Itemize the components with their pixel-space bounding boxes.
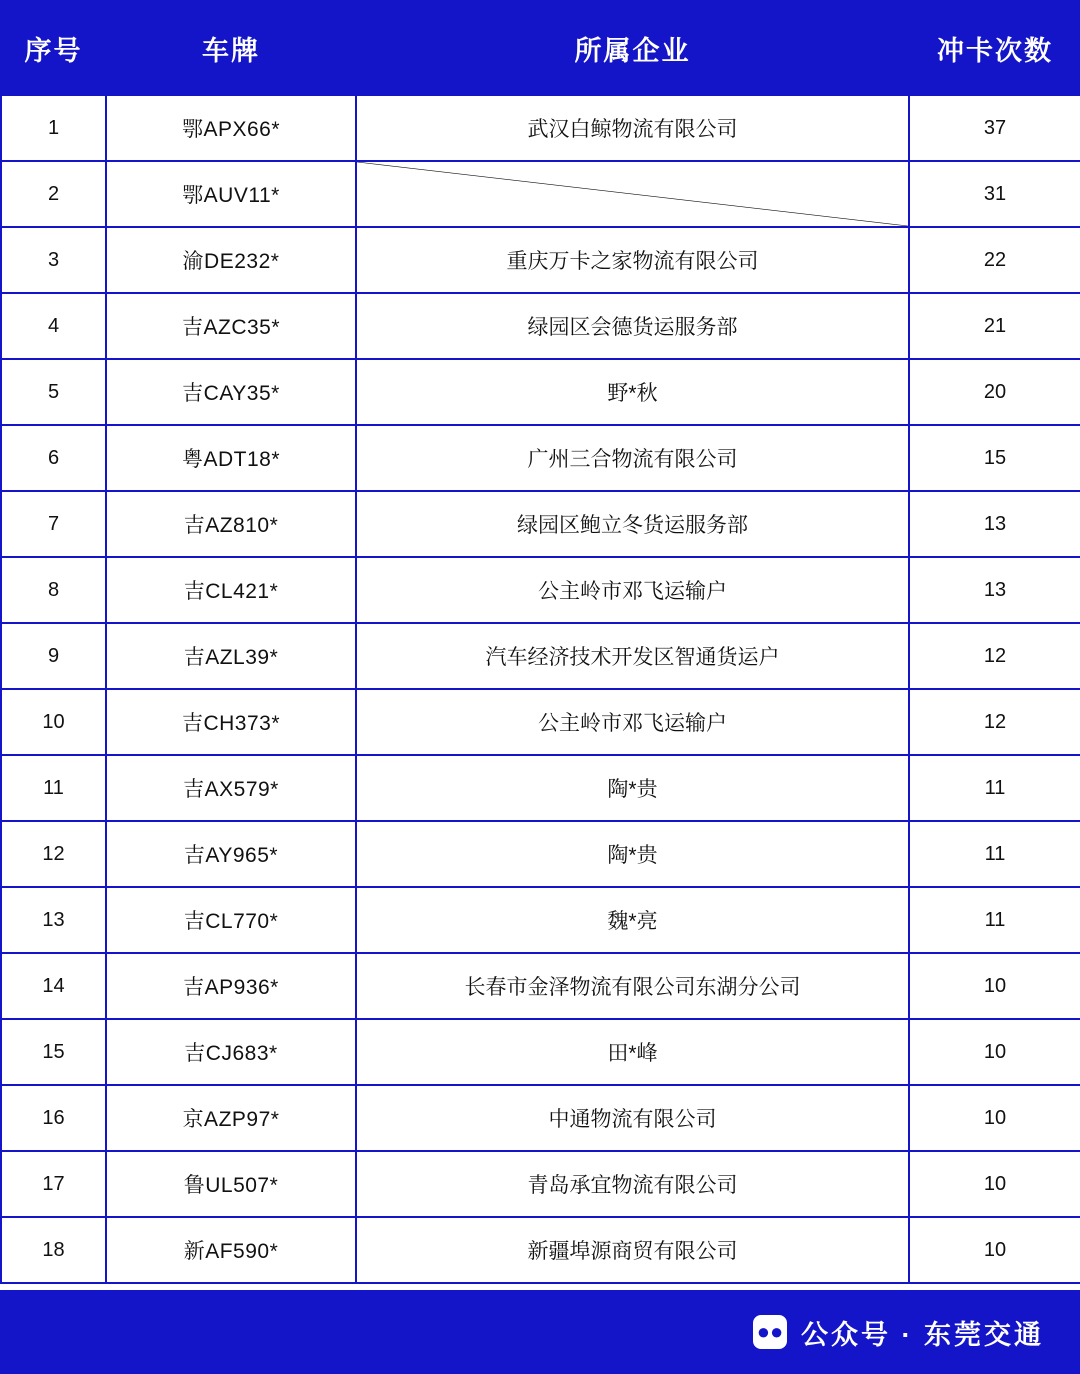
cell-index: 13 [1, 887, 106, 953]
footer-inner [753, 1313, 1044, 1352]
cell-company: 广州三合物流有限公司 [356, 425, 909, 491]
cell-plate: 新AF590* [106, 1217, 356, 1283]
cell-company: 陶*贵 [356, 755, 909, 821]
cell-plate: 鄂APX66* [106, 95, 356, 161]
cell-company: 青岛承宜物流有限公司 [356, 1151, 909, 1217]
cell-plate: 吉AZ810* [106, 491, 356, 557]
cell-plate: 吉AZL39* [106, 623, 356, 689]
cell-count: 10 [909, 1217, 1080, 1283]
table-header [1, 1, 1080, 95]
cell-index: 9 [1, 623, 106, 689]
column-header-plate: 车牌 [106, 1, 356, 95]
cell-index: 18 [1, 1217, 106, 1283]
table-row [1, 1085, 1080, 1151]
cell-company: 陶*贵 [356, 821, 909, 887]
table-row [1, 491, 1080, 557]
cell-index: 1 [1, 95, 106, 161]
cell-plate: 渝DE232* [106, 227, 356, 293]
cell-plate: 吉CL421* [106, 557, 356, 623]
cell-index: 15 [1, 1019, 106, 1085]
cell-company: 新疆埠源商贸有限公司 [356, 1217, 909, 1283]
table-row [1, 755, 1080, 821]
cell-count: 11 [909, 887, 1080, 953]
cell-plate: 吉AY965* [106, 821, 356, 887]
column-header-index: 序号 [1, 1, 106, 95]
wechat-icon: ●● [753, 1315, 787, 1349]
cell-count: 12 [909, 689, 1080, 755]
cell-index: 7 [1, 491, 106, 557]
cell-count: 12 [909, 623, 1080, 689]
cell-company: 长春市金泽物流有限公司东湖分公司 [356, 953, 909, 1019]
cell-plate: 吉AZC35* [106, 293, 356, 359]
footer-bar [0, 1290, 1080, 1374]
cell-company: 野*秋 [356, 359, 909, 425]
cell-count: 15 [909, 425, 1080, 491]
cell-count: 13 [909, 557, 1080, 623]
table-row [1, 359, 1080, 425]
cell-company: 中通物流有限公司 [356, 1085, 909, 1151]
cell-plate: 吉AP936* [106, 953, 356, 1019]
cell-company: 武汉白鲸物流有限公司 [356, 95, 909, 161]
cell-index: 3 [1, 227, 106, 293]
column-header-count: 冲卡次数 [909, 1, 1080, 95]
cell-count: 37 [909, 95, 1080, 161]
cell-count: 20 [909, 359, 1080, 425]
cell-plate: 京AZP97* [106, 1085, 356, 1151]
cell-count: 10 [909, 1151, 1080, 1217]
cell-index: 14 [1, 953, 106, 1019]
cell-index: 17 [1, 1151, 106, 1217]
table-row [1, 1151, 1080, 1217]
table-row [1, 953, 1080, 1019]
cell-plate: 吉CL770* [106, 887, 356, 953]
cell-company: 汽车经济技术开发区智通货运户 [356, 623, 909, 689]
cell-count: 11 [909, 755, 1080, 821]
table-row [1, 1019, 1080, 1085]
cell-count: 31 [909, 161, 1080, 227]
cell-company: 田*峰 [356, 1019, 909, 1085]
table-row [1, 227, 1080, 293]
cell-count: 13 [909, 491, 1080, 557]
table-row [1, 557, 1080, 623]
cell-index: 12 [1, 821, 106, 887]
table-row [1, 161, 1080, 227]
cell-company: 公主岭市邓飞运输户 [356, 689, 909, 755]
cell-index: 11 [1, 755, 106, 821]
table-row [1, 887, 1080, 953]
cell-company: 重庆万卡之家物流有限公司 [356, 227, 909, 293]
cell-count: 21 [909, 293, 1080, 359]
column-header-company: 所属企业 [356, 1, 909, 95]
cell-index: 4 [1, 293, 106, 359]
cell-company: 魏*亮 [356, 887, 909, 953]
cell-company: 公主岭市邓飞运输户 [356, 557, 909, 623]
cell-count: 10 [909, 1085, 1080, 1151]
cell-count: 10 [909, 1019, 1080, 1085]
table-row [1, 293, 1080, 359]
cell-company: 绿园区会德货运服务部 [356, 293, 909, 359]
cell-plate: 吉CAY35* [106, 359, 356, 425]
cell-plate: 粤ADT18* [106, 425, 356, 491]
table-row [1, 95, 1080, 161]
cell-index: 2 [1, 161, 106, 227]
footer-account-label: 公众号 · 东莞交通 [801, 1319, 1044, 1350]
cell-index: 5 [1, 359, 106, 425]
cell-plate: 鲁UL507* [106, 1151, 356, 1217]
cell-count: 10 [909, 953, 1080, 1019]
cell-plate: 鄂AUV11* [106, 161, 356, 227]
table-row [1, 623, 1080, 689]
table-row [1, 689, 1080, 755]
cell-index: 10 [1, 689, 106, 755]
cell-company-struck [356, 161, 909, 227]
table-row [1, 425, 1080, 491]
cell-index: 6 [1, 425, 106, 491]
cell-plate: 吉AX579* [106, 755, 356, 821]
cell-count: 22 [909, 227, 1080, 293]
cell-index: 8 [1, 557, 106, 623]
table-row [1, 821, 1080, 887]
table-row [1, 1217, 1080, 1283]
cell-index: 16 [1, 1085, 106, 1151]
cell-count: 11 [909, 821, 1080, 887]
cell-company: 绿园区鲍立冬货运服务部 [356, 491, 909, 557]
table-header-row [1, 1, 1080, 95]
cell-plate: 吉CJ683* [106, 1019, 356, 1085]
table-body [1, 95, 1080, 1283]
cell-plate: 吉CH373* [106, 689, 356, 755]
